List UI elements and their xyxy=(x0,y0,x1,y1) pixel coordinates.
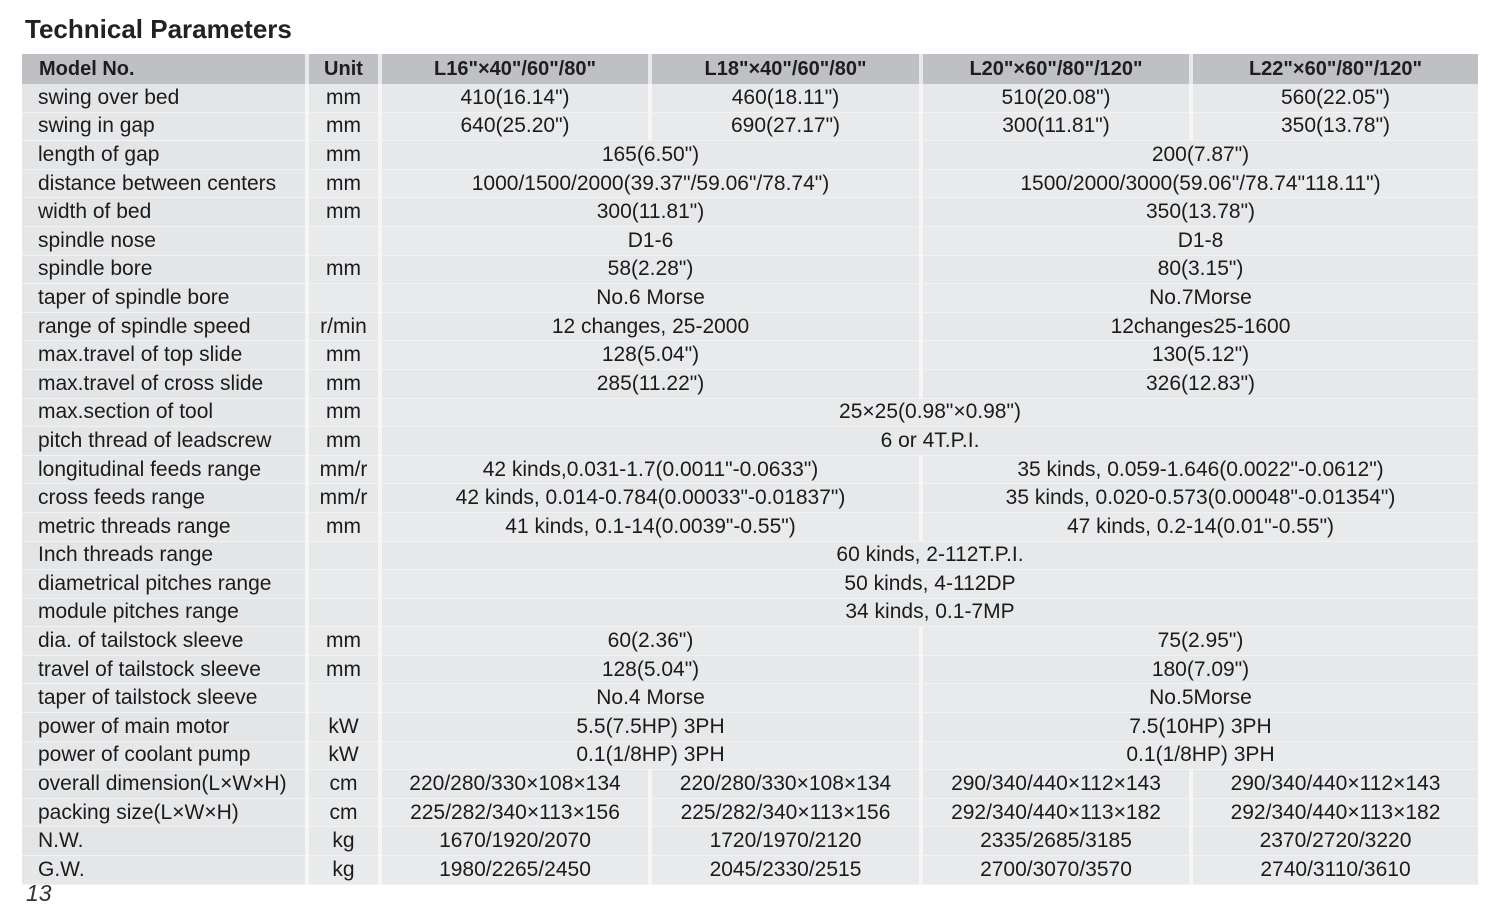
table-row xyxy=(22,713,1478,742)
technical-parameters-table xyxy=(22,54,1478,885)
table-row xyxy=(22,856,1478,885)
parameter-value: No.6 Morse xyxy=(380,284,921,313)
parameter-value: 460(18.11") xyxy=(650,84,921,112)
parameter-value: 58(2.28") xyxy=(380,255,921,284)
table-row xyxy=(22,484,1478,513)
parameter-name: dia. of tailstock sleeve xyxy=(22,627,307,656)
table-row xyxy=(22,655,1478,684)
parameter-value: 640(25.20") xyxy=(380,112,650,141)
table-row xyxy=(22,570,1478,599)
table-row xyxy=(22,169,1478,198)
table-row xyxy=(22,541,1478,570)
parameter-value: 2045/2330/2515 xyxy=(650,856,921,885)
parameter-value: 42 kinds,0.031-1.7(0.0011"-0.0633") xyxy=(380,455,921,484)
parameter-value: 5.5(7.5HP) 3PH xyxy=(380,713,921,742)
parameter-value: 300(11.81") xyxy=(380,198,921,227)
parameter-value: 12 changes, 25-2000 xyxy=(380,312,921,341)
table-row xyxy=(22,455,1478,484)
parameter-value: 75(2.95") xyxy=(921,627,1478,656)
table-row xyxy=(22,684,1478,713)
parameter-value: 7.5(10HP) 3PH xyxy=(921,713,1478,742)
table-row xyxy=(22,341,1478,370)
parameter-value: 0.1(1/8HP) 3PH xyxy=(921,741,1478,770)
parameter-value: 1670/1920/2070 xyxy=(380,827,650,856)
parameter-name: power of coolant pump xyxy=(22,741,307,770)
parameter-unit: mm xyxy=(307,198,380,227)
parameter-value: 34 kinds, 0.1-7MP xyxy=(380,598,1478,627)
parameter-name: Inch threads range xyxy=(22,541,307,570)
parameter-value: 290/340/440×112×143 xyxy=(1191,770,1478,799)
parameter-unit xyxy=(307,570,380,599)
parameter-name: diametrical pitches range xyxy=(22,570,307,599)
parameter-unit: mm xyxy=(307,627,380,656)
parameter-name: travel of tailstock sleeve xyxy=(22,655,307,684)
parameter-name: module pitches range xyxy=(22,598,307,627)
parameter-name: distance between centers xyxy=(22,169,307,198)
parameter-name: longitudinal feeds range xyxy=(22,455,307,484)
parameter-name: swing in gap xyxy=(22,112,307,141)
parameter-value: 6 or 4T.P.I. xyxy=(380,427,1478,456)
parameter-name: spindle nose xyxy=(22,226,307,255)
parameter-value: 690(27.17") xyxy=(650,112,921,141)
parameter-value: No.5Morse xyxy=(921,684,1478,713)
parameter-value: 2740/3110/3610 xyxy=(1191,856,1478,885)
parameter-unit: mm xyxy=(307,512,380,541)
parameter-value: 560(22.05") xyxy=(1191,84,1478,112)
parameter-value: 12changes25-1600 xyxy=(921,312,1478,341)
parameter-name: taper of spindle bore xyxy=(22,284,307,313)
parameter-value: D1-8 xyxy=(921,226,1478,255)
table-row xyxy=(22,84,1478,112)
parameter-value: 292/340/440×113×182 xyxy=(921,798,1191,827)
parameter-value: 300(11.81") xyxy=(921,112,1191,141)
parameter-value: 290/340/440×112×143 xyxy=(921,770,1191,799)
parameter-unit: mm/r xyxy=(307,455,380,484)
parameter-value: 1500/2000/3000(59.06"/78.74"118.11") xyxy=(921,169,1478,198)
table-row xyxy=(22,427,1478,456)
parameter-value: No.7Morse xyxy=(921,284,1478,313)
parameter-unit: mm xyxy=(307,427,380,456)
page-number: 13 xyxy=(26,880,52,906)
parameter-unit: r/min xyxy=(307,312,380,341)
parameter-name: max.travel of top slide xyxy=(22,341,307,370)
parameter-value: 80(3.15") xyxy=(921,255,1478,284)
table-row xyxy=(22,226,1478,255)
parameter-unit xyxy=(307,684,380,713)
parameter-name: width of bed xyxy=(22,198,307,227)
parameter-unit: mm xyxy=(307,112,380,141)
parameter-unit: mm xyxy=(307,141,380,170)
parameter-value: 1980/2265/2450 xyxy=(380,856,650,885)
parameter-value: 50 kinds, 4-112DP xyxy=(380,570,1478,599)
parameter-value: 60(2.36") xyxy=(380,627,921,656)
header-model-l20: L20"×60"/80"/120" xyxy=(921,54,1191,84)
table-row xyxy=(22,627,1478,656)
parameter-name: pitch thread of leadscrew xyxy=(22,427,307,456)
parameter-unit: kg xyxy=(307,856,380,885)
parameter-name: max.travel of cross slide xyxy=(22,369,307,398)
parameter-name: swing over bed xyxy=(22,84,307,112)
parameter-value: 350(13.78") xyxy=(921,198,1478,227)
table-row xyxy=(22,112,1478,141)
parameter-value: 220/280/330×108×134 xyxy=(380,770,650,799)
parameter-value: 35 kinds, 0.059-1.646(0.0022"-0.0612") xyxy=(921,455,1478,484)
parameter-name: taper of tailstock sleeve xyxy=(22,684,307,713)
parameter-unit: kW xyxy=(307,713,380,742)
parameter-name: power of main motor xyxy=(22,713,307,742)
parameter-unit: cm xyxy=(307,770,380,799)
table-row xyxy=(22,598,1478,627)
header-model-no: Model No. xyxy=(22,54,307,84)
parameter-value: 2335/2685/3185 xyxy=(921,827,1191,856)
parameter-value: D1-6 xyxy=(380,226,921,255)
table-row xyxy=(22,284,1478,313)
parameter-value: 200(7.87") xyxy=(921,141,1478,170)
parameter-value: 0.1(1/8HP) 3PH xyxy=(380,741,921,770)
parameter-name: length of gap xyxy=(22,141,307,170)
parameter-value: 165(6.50") xyxy=(380,141,921,170)
parameter-value: 128(5.04") xyxy=(380,655,921,684)
table-row xyxy=(22,312,1478,341)
parameter-unit: mm xyxy=(307,398,380,427)
parameter-value: 1720/1970/2120 xyxy=(650,827,921,856)
parameter-value: 350(13.78") xyxy=(1191,112,1478,141)
header-model-l22: L22"×60"/80"/120" xyxy=(1191,54,1478,84)
table-row xyxy=(22,827,1478,856)
page-title: Technical Parameters xyxy=(25,14,292,44)
header-row xyxy=(22,54,1478,84)
parameter-name: spindle bore xyxy=(22,255,307,284)
parameter-name: overall dimension(L×W×H) xyxy=(22,770,307,799)
table-row xyxy=(22,141,1478,170)
parameter-unit: cm xyxy=(307,798,380,827)
parameter-value: 285(11.22") xyxy=(380,369,921,398)
parameter-value: 25×25(0.98"×0.98") xyxy=(380,398,1478,427)
parameter-value: No.4 Morse xyxy=(380,684,921,713)
parameter-unit: mm xyxy=(307,84,380,112)
parameter-unit: mm xyxy=(307,169,380,198)
parameter-unit xyxy=(307,598,380,627)
parameter-name: range of spindle speed xyxy=(22,312,307,341)
parameter-value: 47 kinds, 0.2-14(0.01"-0.55") xyxy=(921,512,1478,541)
parameter-unit: kg xyxy=(307,827,380,856)
parameter-name: metric threads range xyxy=(22,512,307,541)
parameter-value: 225/282/340×113×156 xyxy=(380,798,650,827)
table-row xyxy=(22,198,1478,227)
table-row xyxy=(22,741,1478,770)
parameter-unit: mm xyxy=(307,341,380,370)
parameter-unit: kW xyxy=(307,741,380,770)
parameter-value: 35 kinds, 0.020-0.573(0.00048"-0.01354") xyxy=(921,484,1478,513)
parameter-value: 225/282/340×113×156 xyxy=(650,798,921,827)
parameter-unit xyxy=(307,541,380,570)
parameter-value: 2370/2720/3220 xyxy=(1191,827,1478,856)
table-row xyxy=(22,255,1478,284)
parameter-unit: mm xyxy=(307,369,380,398)
table-row xyxy=(22,512,1478,541)
table-row xyxy=(22,770,1478,799)
parameter-value: 410(16.14") xyxy=(380,84,650,112)
table-row xyxy=(22,398,1478,427)
parameter-value: 180(7.09") xyxy=(921,655,1478,684)
parameter-name: packing size(L×W×H) xyxy=(22,798,307,827)
parameter-value: 292/340/440×113×182 xyxy=(1191,798,1478,827)
parameter-value: 510(20.08") xyxy=(921,84,1191,112)
parameter-value: 2700/3070/3570 xyxy=(921,856,1191,885)
table-body xyxy=(22,84,1478,884)
parameter-name: G.W. xyxy=(22,856,307,885)
header-model-l18: L18"×40"/60"/80" xyxy=(650,54,921,84)
parameter-unit xyxy=(307,284,380,313)
parameter-unit: mm xyxy=(307,255,380,284)
parameter-value: 41 kinds, 0.1-14(0.0039"-0.55") xyxy=(380,512,921,541)
parameter-name: cross feeds range xyxy=(22,484,307,513)
header-unit: Unit xyxy=(307,54,380,84)
parameter-value: 1000/1500/2000(39.37"/59.06"/78.74") xyxy=(380,169,921,198)
parameter-value: 220/280/330×108×134 xyxy=(650,770,921,799)
parameter-value: 326(12.83") xyxy=(921,369,1478,398)
table-row xyxy=(22,798,1478,827)
parameter-value: 128(5.04") xyxy=(380,341,921,370)
parameter-unit: mm/r xyxy=(307,484,380,513)
table-row xyxy=(22,369,1478,398)
parameter-unit: mm xyxy=(307,655,380,684)
parameter-unit xyxy=(307,226,380,255)
parameter-name: N.W. xyxy=(22,827,307,856)
parameter-value: 60 kinds, 2-112T.P.I. xyxy=(380,541,1478,570)
parameter-name: max.section of tool xyxy=(22,398,307,427)
parameter-value: 42 kinds, 0.014-0.784(0.00033"-0.01837") xyxy=(380,484,921,513)
parameter-value: 130(5.12") xyxy=(921,341,1478,370)
header-model-l16: L16"×40"/60"/80" xyxy=(380,54,650,84)
